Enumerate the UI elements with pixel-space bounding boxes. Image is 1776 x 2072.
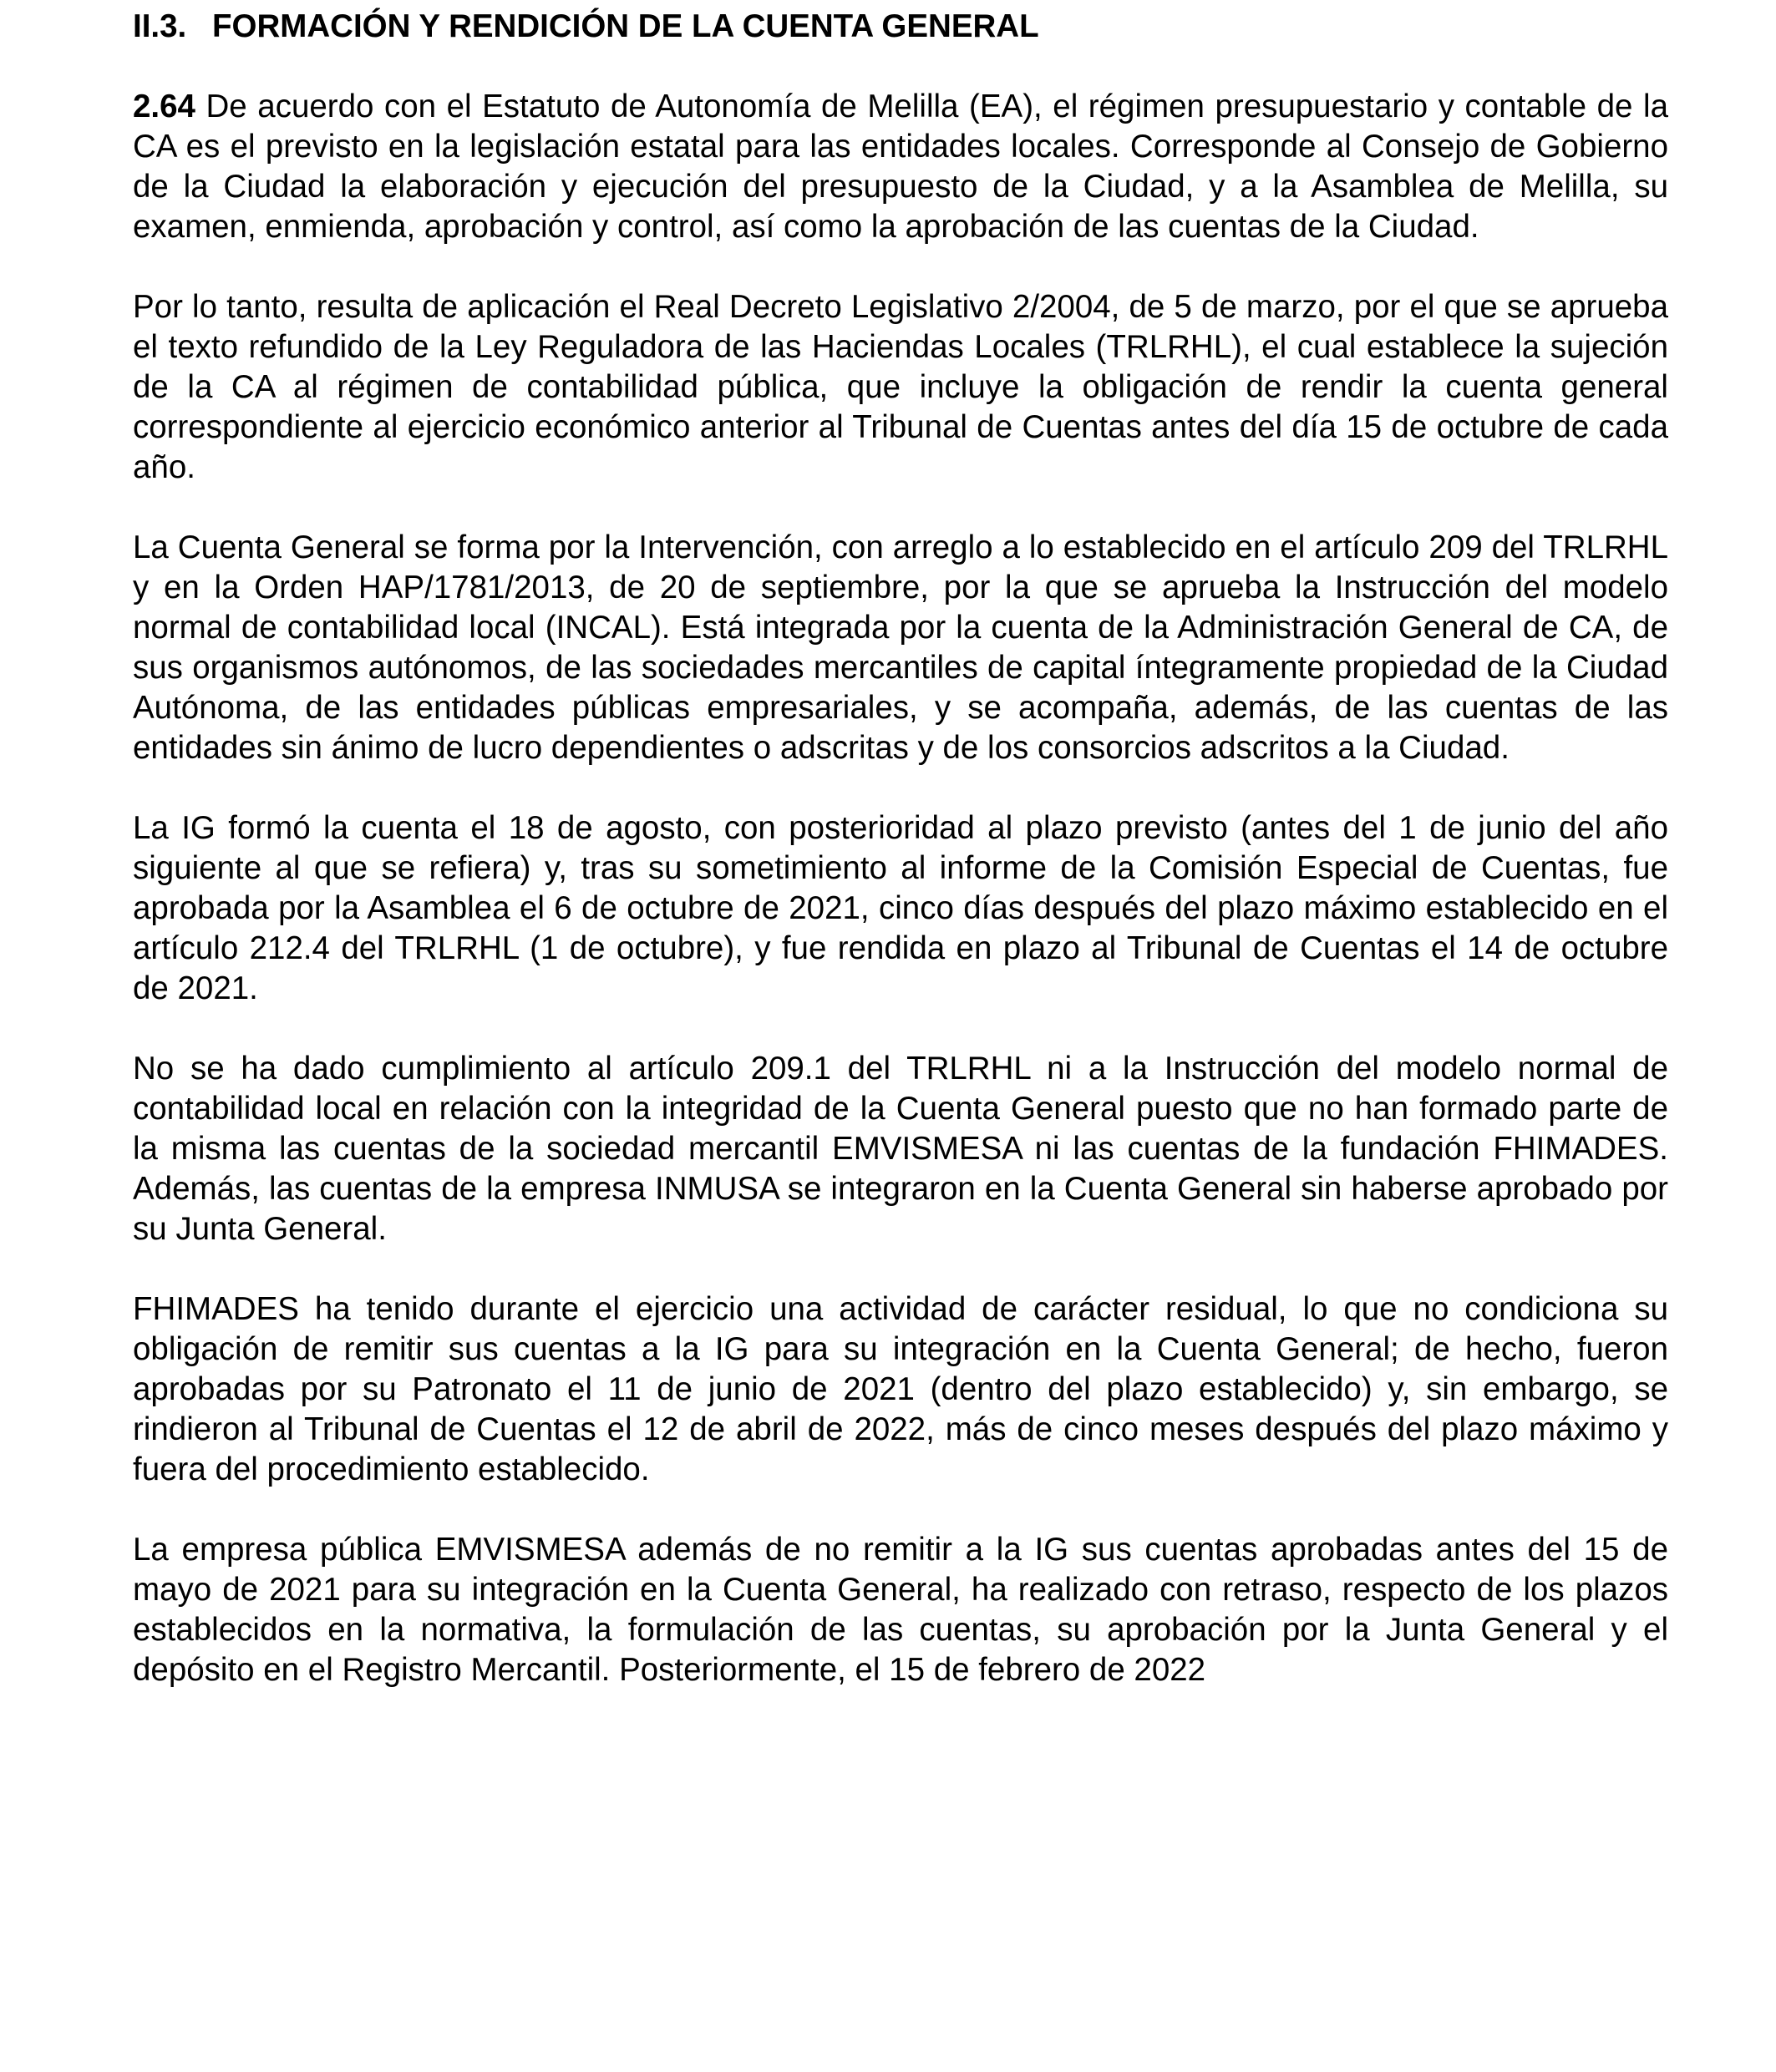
paragraph-trlrhl: Por lo tanto, resulta de aplicación el Real Decreto Legislativo 2/2004, de 5 de marzo, por el que se aprueba el texto refundido de la Ley Reguladora de las Haciendas Locales (TRLRHL), el cual establece la sujeción de la CA al régimen de contabilidad pública, que incluye la obligación de rendir la cuenta general correspondiente al ejercicio económico anterior al Tribunal de Cuentas antes del día 15 de octubre de cada año. <box>133 289 1668 485</box>
paragraph-fhimades: FHIMADES ha tenido durante el ejercicio una actividad de carácter residual, lo que no condiciona su obligación de remitir sus cuentas a la IG para su integración en la Cuenta General; de hecho, fueron aprobadas por su Patronato el 11 de junio de 2021 (dentro del plazo establecido) y, sin embargo, se rindieron al Tribunal de Cuentas el 12 de abril de 2022, más de cinco meses después del plazo máximo y fuera del procedimiento establecido. <box>133 1291 1668 1487</box>
paragraph-cuenta-general: La Cuenta General se forma por la Intervención, con arreglo a lo establecido en el artículo 209 del TRLRHL y en la Orden HAP/1781/2013, de 20 de septiembre, por la que se aprueba la Instrucción del modelo normal de contabilidad local (INCAL). Está integrada por la cuenta de la Administración General de CA, de sus organismos autónomos, de las sociedades mercantiles de capital íntegramente propiedad de la Ciudad Autónoma, de las entidades públicas empresariales, y se acompaña, además, de las cuentas de las entidades sin ánimo de lucro dependientes o adscritas y de los consorcios adscritos a la Ciudad. <box>133 529 1668 766</box>
paragraph-incumplimiento: No se ha dado cumplimiento al artículo 209.1 del TRLRHL ni a la Instrucción del modelo normal de contabilidad local en relación con la integridad de la Cuenta General puesto que no han formado parte de la misma las cuentas de la sociedad mercantil EMVISMESA ni las cuentas de la fundación FHIMADES. Además, las cuentas de la empresa INMUSA se integraron en la Cuenta General sin haberse aprobado por su Junta General. <box>133 1051 1668 1247</box>
paragraph-2-64 <box>133 87 1668 247</box>
section-heading <box>133 7 1668 47</box>
paragraph-emvismesa: La empresa pública EMVISMESA además de no remitir a la IG sus cuentas aprobadas antes del 15 de mayo de 2021 para su integración en la Cuenta General, ha realizado con retraso, respecto de los plazos establecidos en la normativa, la formulación de las cuentas, su aprobación por la Junta General y el depósito en el Registro Mercantil. Posteriormente, el 15 de febrero de 2022 <box>133 1532 1668 1688</box>
paragraph-number: 2.64 <box>133 89 195 124</box>
paragraph-text: De acuerdo con el Estatuto de Autonomía de Melilla (EA), el régimen presupuestario y contable de la CA es el previsto en la legislación estatal para las entidades locales. Corresponde al Consejo de Gobierno de la Ciudad la elaboración y ejecución del presupuesto de la Ciudad, y a la Asamblea de Melilla, su examen, enmienda, aprobación y control, así como la aprobación de las cuentas de la Ciudad. <box>133 89 1668 245</box>
section-number: II.3. <box>133 8 187 44</box>
section-title: FORMACIÓN Y RENDICIÓN DE LA CUENTA GENERAL <box>212 8 1039 44</box>
document-page <box>133 7 1668 1730</box>
paragraph-formacion: La IG formó la cuenta el 18 de agosto, con posterioridad al plazo previsto (antes del 1 de junio del año siguiente al que se refiera) y, tras su sometimiento al informe de la Comisión Especial de Cuentas, fue aprobada por la Asamblea el 6 de octubre de 2021, cinco días después del plazo máximo establecido en el artículo 212.4 del TRLRHL (1 de octubre), y fue rendida en plazo al Tribunal de Cuentas el 14 de octubre de 2021. <box>133 810 1668 1006</box>
